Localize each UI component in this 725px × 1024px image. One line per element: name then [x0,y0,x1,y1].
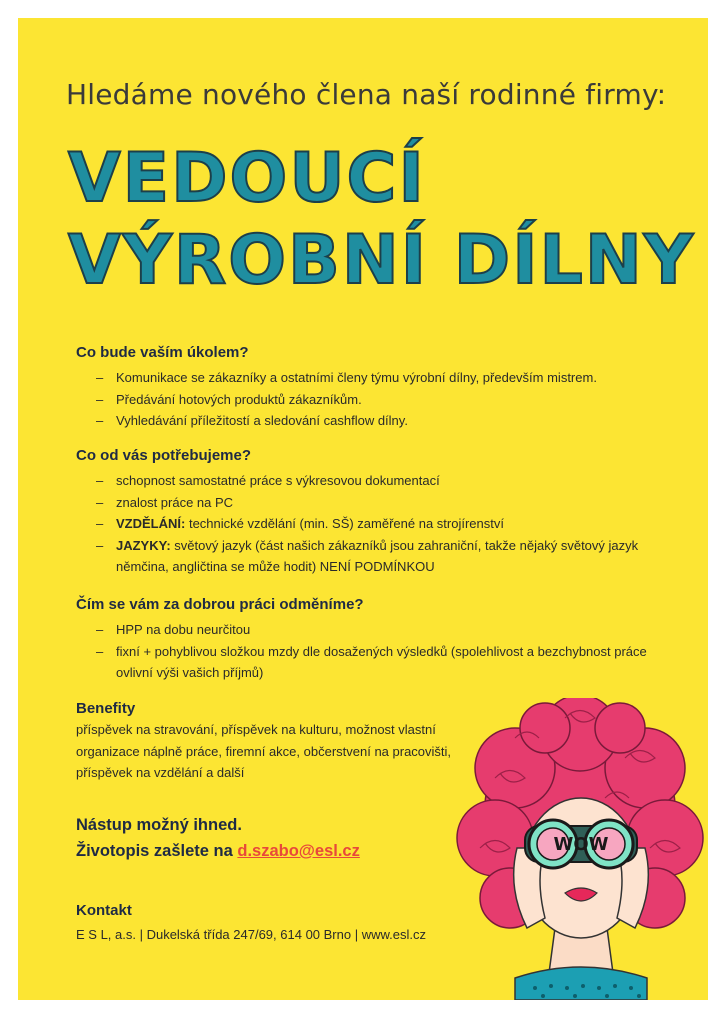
languages-label: JAZYKY: [116,537,171,553]
benefits-section [76,700,451,784]
benefits-line-2: organizace náplně práce, firemní akce, občerstvení na pracovišti, [76,743,452,759]
rewards-title: Čím se vám za dobrou práci odměníme? [76,596,364,613]
woman-with-binoculars-illustration [455,698,708,1000]
benefits-line-3: příspěvek na vzdělání a další [76,765,245,780]
contact-section [76,902,426,942]
languages-text: světový jazyk (část našich zákazníků jsou zahraniční, takže nějaký světový jazyk [170,537,639,553]
reward-text-2: ovlivní výši vašich příjmů) [116,665,264,680]
rewards-section [76,596,647,684]
cv-instruction [76,838,360,864]
list-item: – Předávání hotových produktů zákazníkům. [76,389,597,411]
list-item: – schopnost samostatné práce s výkresovou dokumentací [76,470,638,492]
tasks-title: Co bude vaším úkolem? [76,344,249,361]
poster-subtitle: Hledáme nového člena naší rodinné firmy: [66,78,667,111]
job-title-headline [68,138,695,302]
list-item: – HPP na dobu neurčitou [76,619,647,641]
contact-details: E S L, a.s. | Dukelská třída 247/69, 614 00 Brno | www.esl.cz [76,927,426,942]
list-item [76,535,638,578]
languages-text-2: němčina, angličtina se může hodit) NENÍ PODMÍNKOU [116,559,435,574]
education-text: technické vzdělání (min. SŠ) zaměřené na strojírenství [185,516,504,531]
list-item: – Vyhledávání příležitostí a sledování cashflow dílny. [76,410,597,432]
top-clothing-shape [515,967,647,1000]
rewards-list [76,619,647,684]
requirements-title: Co od vás potřebujeme? [76,447,252,464]
benefits-title: Benefity [76,700,136,717]
requirements-list [76,470,638,578]
headline-line-1: VEDOUCÍ [68,139,426,218]
binocular-wow-text: WOW [553,834,609,855]
reward-text-1: fixní + pohyblivou složkou mzdy dle dosažených výsledků (spolehlivost a bezchybnost práce [116,643,647,659]
benefits-line-1: příspěvek na stravování, příspěvek na kulturu, možnost vlastní [76,722,436,737]
list-item: – Komunikace se zákazníky a ostatními členy týmu výrobní dílny, především mistrem. [76,367,597,389]
tasks-section [76,344,597,432]
contact-title: Kontakt [76,902,132,919]
requirements-section [76,447,638,578]
list-item: – znalost práce na PC [76,492,638,514]
education-label: VZDĚLÁNÍ: [116,516,186,531]
list-item [76,513,638,535]
start-date-text: Nástup možný ihned. [76,816,242,834]
job-poster [18,18,708,1000]
email-link[interactable]: d.szabo@esl.cz [237,842,360,860]
tasks-list [76,367,597,432]
headline-line-2: VÝROBNÍ DÍLNY [68,221,695,300]
call-to-action [76,812,360,864]
list-item [76,641,647,684]
cv-prefix: Životopis zašlete na [76,842,238,860]
